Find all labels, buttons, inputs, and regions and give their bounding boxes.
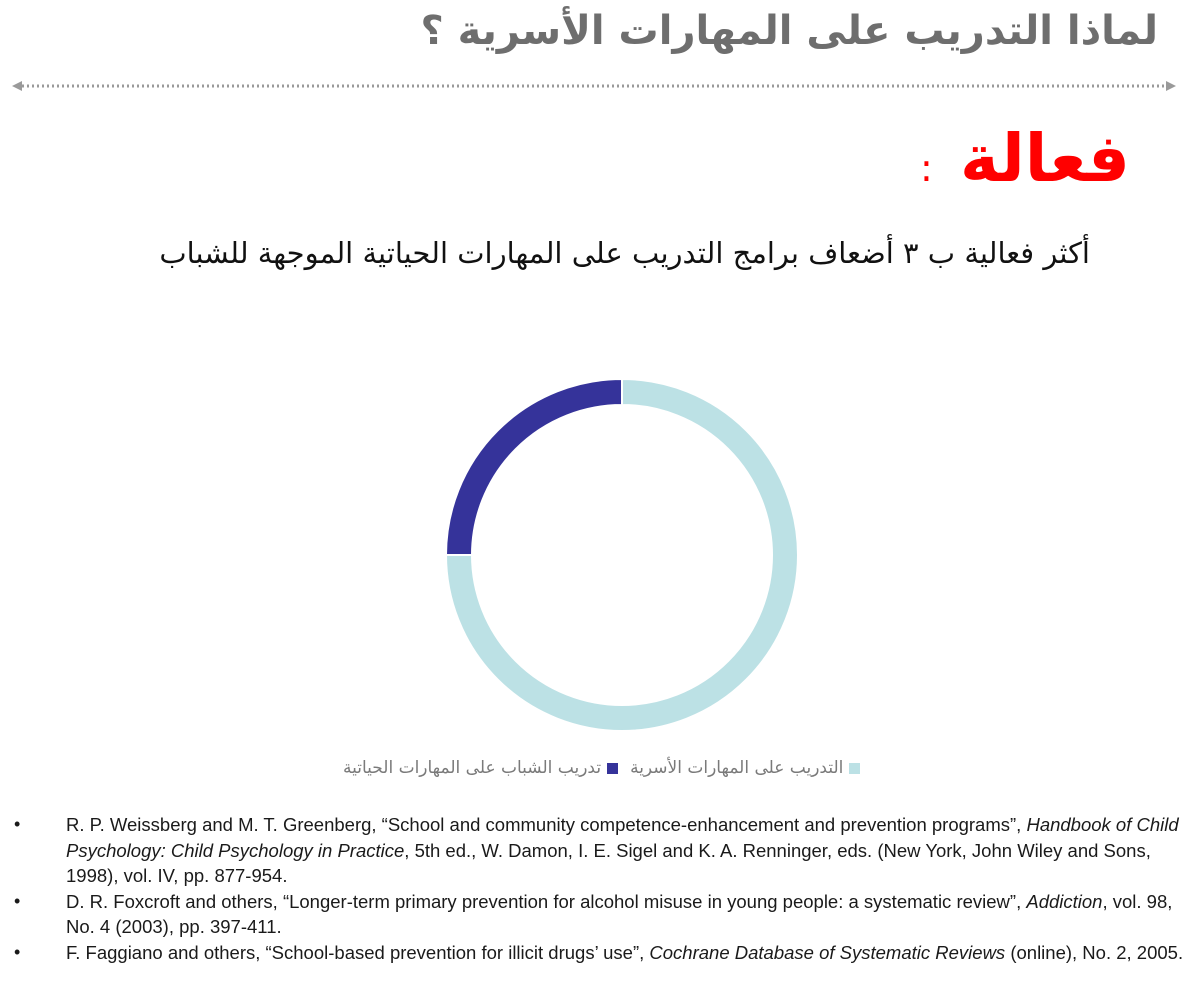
headline-word: فعالة xyxy=(959,120,1130,197)
headline xyxy=(920,120,1130,197)
reference-source: Addiction xyxy=(1026,890,1103,912)
reference-text: D. R. Foxcroft and others, “Longer-term primary prevention for alcohol misuse in young people: a systematic review”, Addiction, vol. 98, No. 4 (2003), pp. 397-411. xyxy=(66,890,1173,937)
subtitle: أكثر فعالية ب ٣ أضعاف برامج التدريب على المهارات الحياتية الموجهة للشباب xyxy=(159,236,1090,270)
headline-colon: : xyxy=(920,146,933,190)
legend-swatch xyxy=(849,763,860,774)
reference-item xyxy=(14,889,1184,940)
legend-item-2 xyxy=(343,758,618,778)
donut-slice-2 xyxy=(446,379,622,555)
chart-legend xyxy=(343,758,860,778)
reference-item xyxy=(14,940,1184,966)
legend-swatch xyxy=(607,763,618,774)
legend-item-1 xyxy=(630,758,860,778)
references-list xyxy=(14,812,1184,965)
reference-source: Handbook of Child Psychology: Child Psychology in Practice xyxy=(66,814,1179,861)
reference-item xyxy=(14,812,1184,889)
bullet-icon: • xyxy=(14,941,21,962)
legend-label: التدريب على المهارات الأسرية xyxy=(630,758,844,778)
bullet-icon: • xyxy=(14,814,21,834)
legend-label: تدريب الشباب على المهارات الحياتية xyxy=(343,758,602,778)
reference-text: R. P. Weissberg and M. T. Greenberg, “School and community competence-enhancement and prevention programs”, Handbook of Child Psychology: Child Psychology in Practice, 5th ed., W. Damon, I. E. Sigel and K. A. Renninger, eds. (New York, John Wiley and Sons, 1998), vol. IV, pp. 877-954. xyxy=(66,814,1179,886)
dotted-divider xyxy=(12,78,1176,94)
reference-source: Cochrane Database of Systematic Reviews xyxy=(649,941,1006,963)
reference-text: F. Faggiano and others, “School-based prevention for illicit drugs’ use”, Cochrane Database of Systematic Reviews (online), No. 2, 2005. xyxy=(66,941,1184,963)
bullet-icon: • xyxy=(14,890,21,911)
page-title: لماذا التدريب على المهارات الأسرية ؟ xyxy=(420,8,1158,54)
donut-chart xyxy=(420,360,820,750)
